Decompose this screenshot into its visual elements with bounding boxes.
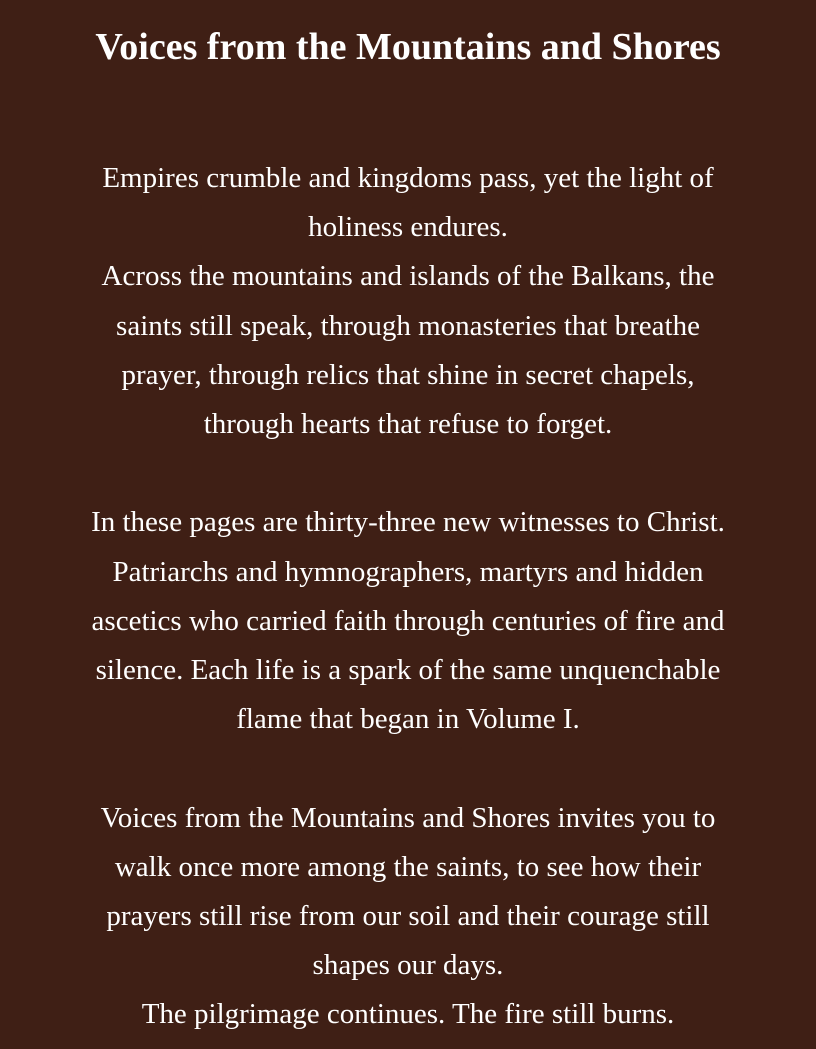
text-line: walk once more among the saints, to see how their bbox=[114, 850, 702, 883]
paragraph-3 bbox=[14, 794, 802, 1040]
text-line: holiness endures. bbox=[308, 211, 508, 244]
text-line: Empires crumble and kingdoms pass, yet the light of bbox=[102, 162, 714, 194]
text-line: saints still speak, through monasteries that breathe bbox=[116, 309, 700, 342]
text-line: Voices from the Mountains and Shores invites you to bbox=[100, 801, 716, 834]
text-line: prayer, through relics that shine in secret chapels, bbox=[121, 358, 695, 391]
paragraph-spacer bbox=[14, 449, 802, 498]
page-title: Voices from the Mountains and Shores bbox=[95, 26, 721, 68]
blurb-body bbox=[14, 154, 802, 1040]
text-line: shapes our days. bbox=[312, 949, 504, 982]
text-line: Patriarchs and hymnographers, martyrs and hidden bbox=[112, 555, 704, 588]
paragraph-2 bbox=[14, 498, 802, 744]
text-line: Across the mountains and islands of the Balkans, the bbox=[101, 260, 715, 293]
text-line: ascetics who carried faith through centuries of fire and bbox=[91, 604, 725, 637]
paragraph-1 bbox=[14, 154, 802, 449]
text-line: The pilgrimage continues. The fire still burns. bbox=[141, 998, 675, 1031]
text-line: In these pages are thirty-three new witnesses to Christ. bbox=[91, 506, 725, 539]
text-line: prayers still rise from our soil and their courage still bbox=[106, 900, 710, 933]
text-line: flame that began in Volume I. bbox=[236, 703, 580, 736]
paragraph-spacer bbox=[14, 744, 802, 793]
text-line: through hearts that refuse to forget. bbox=[203, 408, 613, 441]
text-line: silence. Each life is a spark of the same unquenchable bbox=[95, 654, 721, 687]
